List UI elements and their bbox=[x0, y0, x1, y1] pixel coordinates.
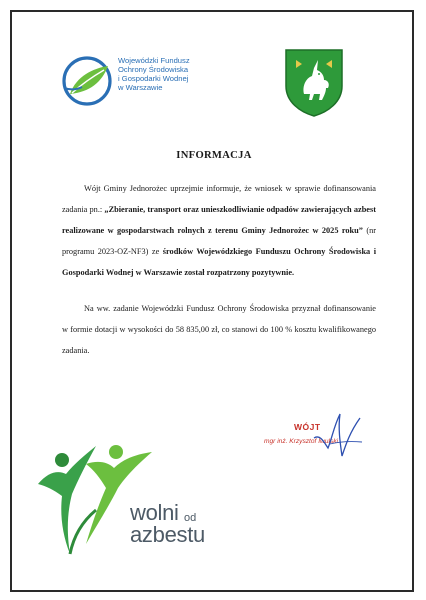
program-number: (nr programu 2023-OZ-NF3) ze bbox=[62, 226, 376, 256]
paragraph-intro: Wójt Gminy Jednorożec uprzejmie informuje, że wniosek w sprawie dofinansowania zadania pn.: bbox=[62, 184, 376, 214]
signature-scribble bbox=[310, 408, 370, 464]
page-title: INFORMACJA bbox=[176, 150, 252, 161]
signature-role: WÓJT bbox=[294, 422, 321, 432]
logo-word-wolni: wolni bbox=[130, 500, 179, 525]
logo-word-azbestu: azbestu bbox=[130, 522, 205, 547]
signature-block bbox=[250, 404, 380, 464]
decision-text: środków Wojewódzkiego Funduszu Ochrony Środowiska i Gospodarki Wodnej w Warszawie został rozpatrzony pozytywnie. bbox=[62, 247, 376, 277]
wfos-logo bbox=[60, 50, 200, 110]
coat-of-arms-icon bbox=[282, 46, 346, 118]
wfos-leaf-icon bbox=[60, 54, 114, 108]
signature-name: mgr inż. Krzysztof Iwulski bbox=[264, 438, 339, 445]
task-name: „Zbieranie, transport oraz unieszkodliwianie odpadów zawierających azbest realizowane w gospodarstwach rolnych z terenu Gminy Jednorożec w 2025 roku” bbox=[62, 205, 376, 235]
paragraph-application bbox=[62, 178, 376, 283]
wolni-od-azbestu-logo bbox=[34, 424, 214, 574]
paragraph-grant bbox=[62, 298, 376, 361]
wfos-line: Ochrony Środowiska bbox=[118, 65, 189, 74]
grant-text: Na ww. zadanie Wojewódzki Fundusz Ochrony Środowiska przyznał dofinansowanie w formie dotacji w wysokości do 58 835,00 zł, co stanowi do 100 % kosztu kwalifikowanego zadania. bbox=[62, 304, 376, 355]
wfos-line: i Gospodarki Wodnej bbox=[118, 74, 189, 83]
wfos-name bbox=[118, 56, 228, 92]
wfos-line: Wojewódzki Fundusz bbox=[118, 56, 190, 65]
document-frame bbox=[10, 10, 414, 592]
wfos-line: w Warszawie bbox=[118, 83, 163, 92]
logo-word-od: od bbox=[184, 512, 197, 524]
